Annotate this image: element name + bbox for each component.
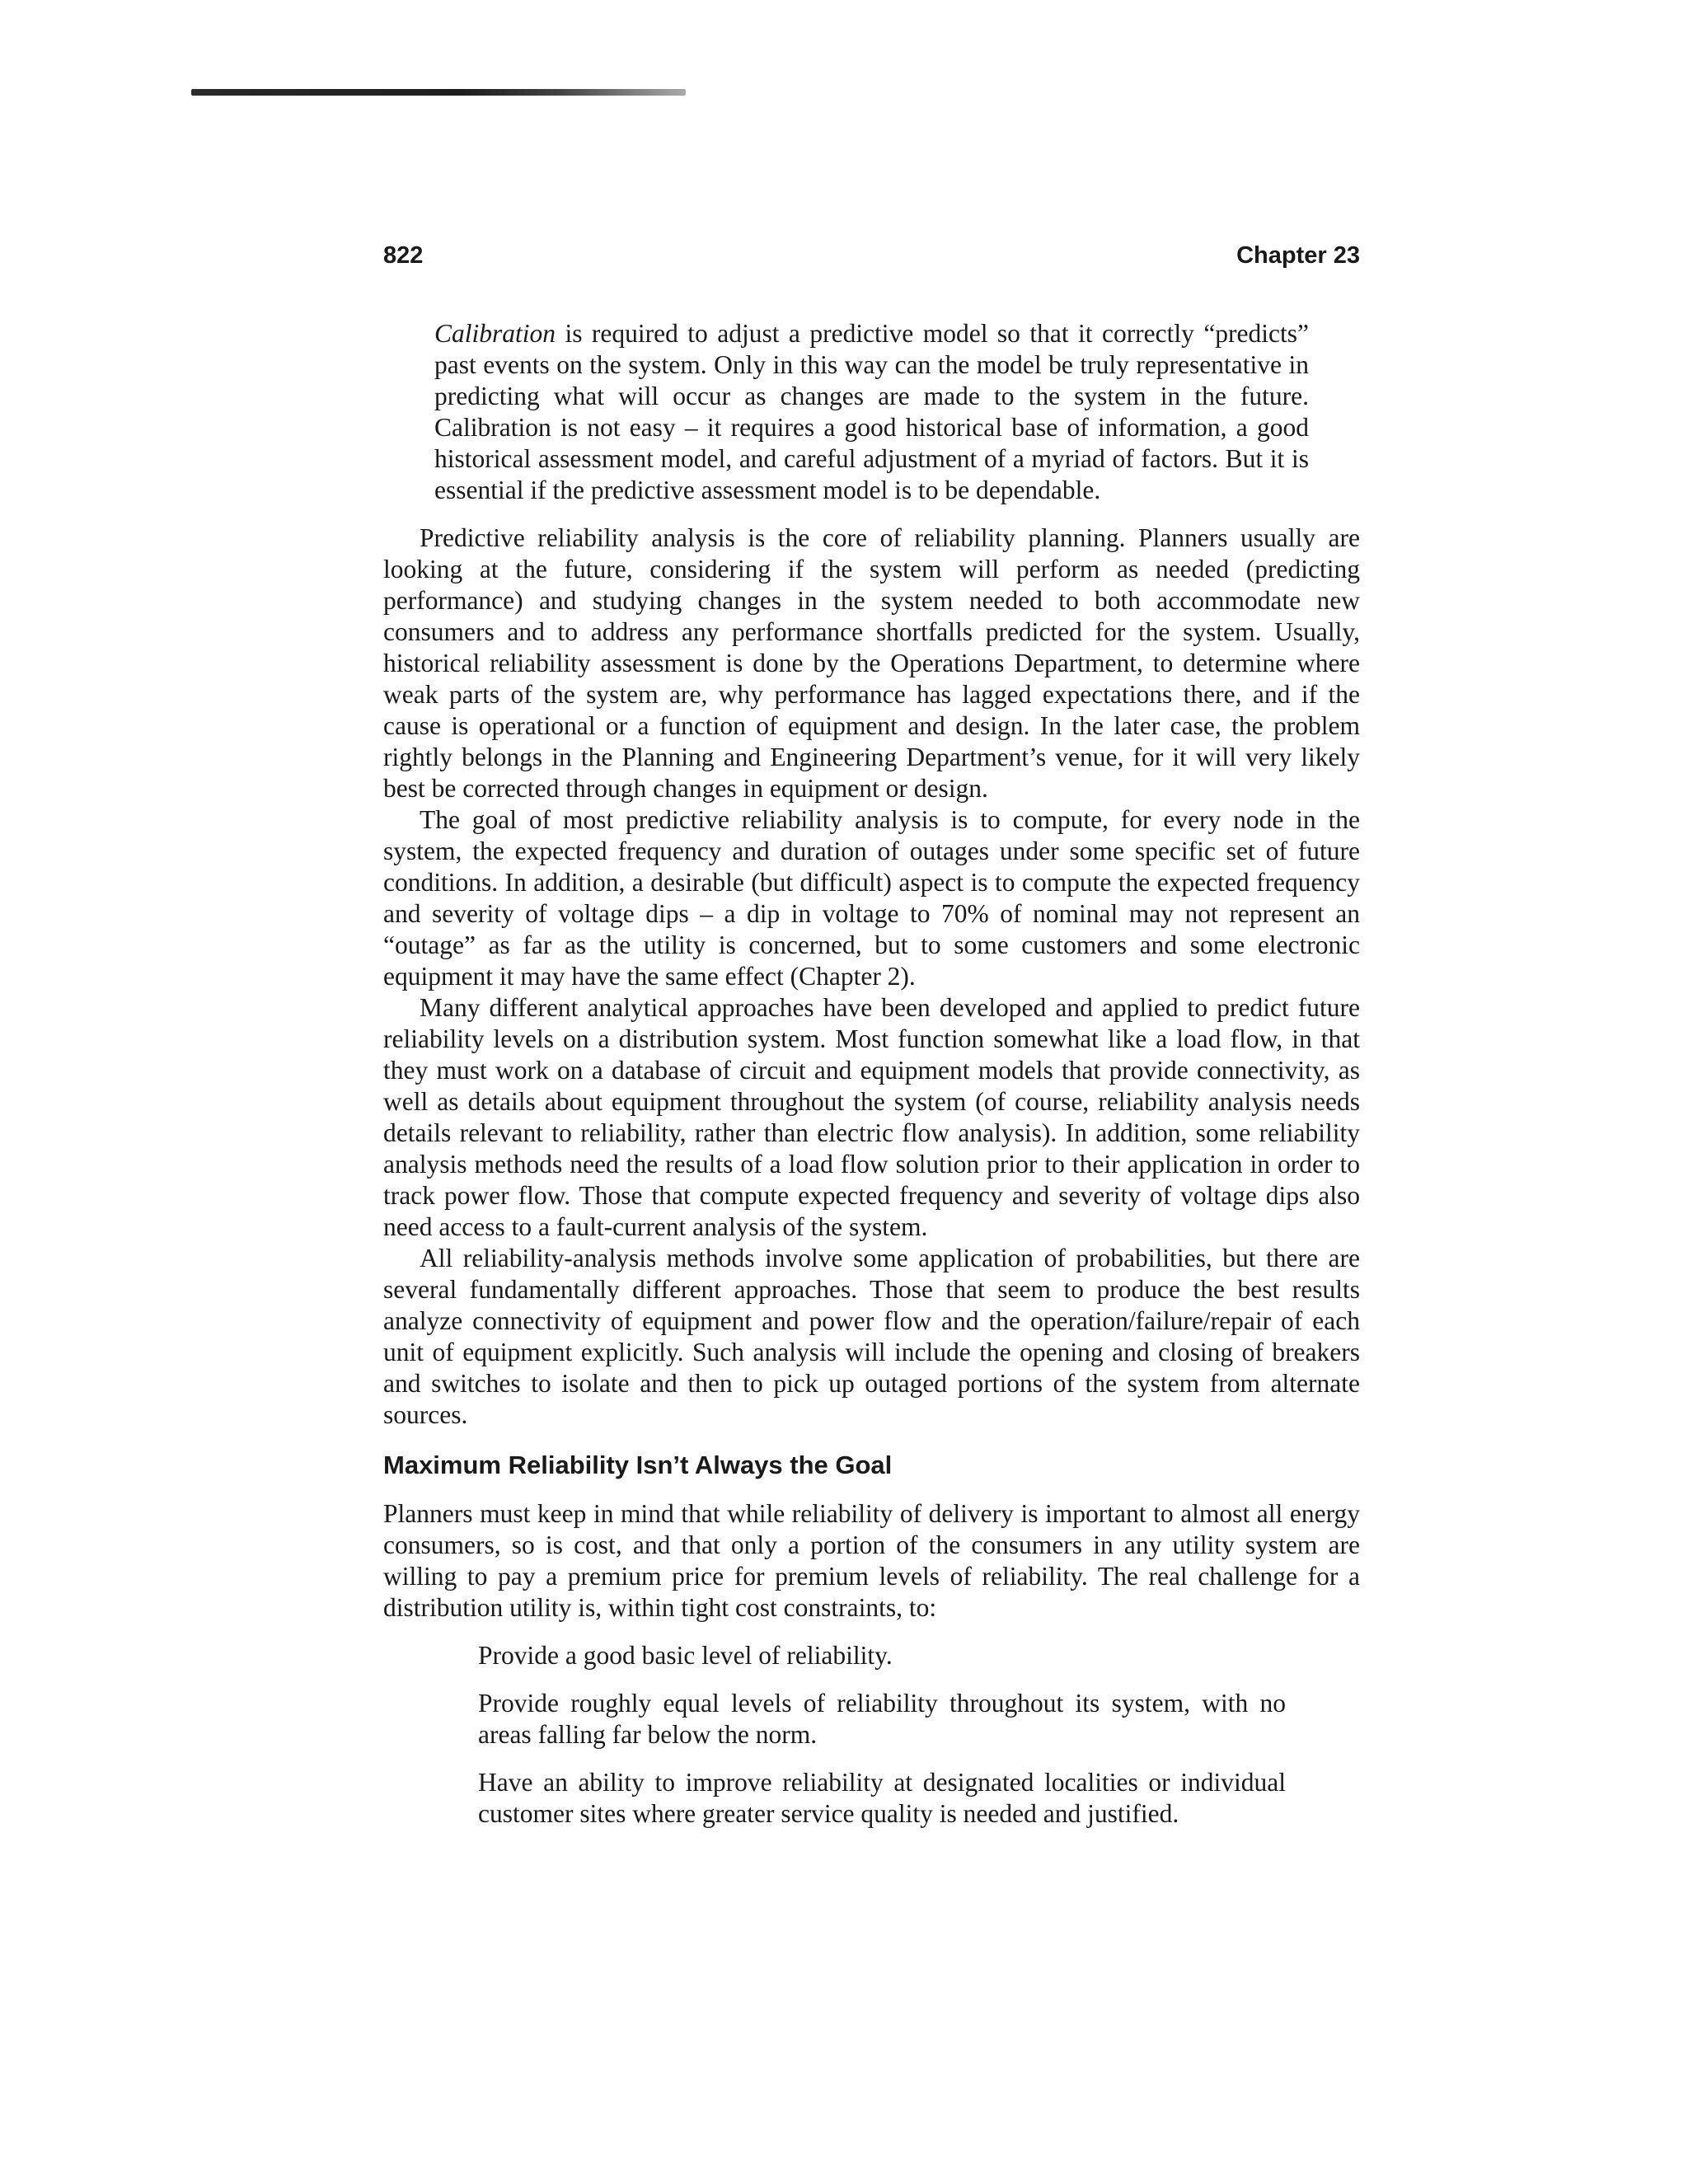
page-body	[383, 318, 1360, 1846]
list-item: Provide roughly equal levels of reliability throughout its system, with no areas falling far below the norm.	[478, 1689, 1286, 1749]
callout-paragraph	[434, 318, 1309, 506]
paragraph-1: Predictive reliability analysis is the core of reliability planning. Planners usually are looking at the future, considering if the system will perform as needed (predicting performance) and studying changes in the system needed to both accommodate new consumers and to address any performance shortfalls predicted for the system. Usually, historical reliability assessment is done by the Operations Department, to determine where weak parts of the system are, why performance has lagged expectations there, and if the cause is operational or a function of equipment and design. In the later case, the problem rightly belongs in the Planning and Engineering Department’s venue, for it will very likely best be corrected through changes in equipment or design.	[383, 523, 1360, 803]
paragraph-3: Many different analytical approaches have been developed and applied to predict future reliability levels on a distribution system. Most function somewhat like a load flow, in that they must work on a database of circuit and equipment models that provide connectivity, as well as details about equipment throughout the system (of course, reliability analysis needs details relevant to reliability, rather than electric flow analysis). In addition, some reliability analysis methods need the results of a load flow solution prior to their application in order to track power flow. Those that compute expected frequency and severity of voltage dips also need access to a fault-current analysis of the system.	[383, 993, 1360, 1241]
section-intro: Planners must keep in mind that while reliability of delivery is important to almost all energy consumers, so is cost, and that only a portion of the consumers in any utility system are willing to pay a premium price for premium levels of reliability. The real challenge for a distribution utility is, within tight cost constraints, to:	[383, 1499, 1360, 1622]
page-number: 822	[383, 242, 424, 269]
section-heading: Maximum Reliability Isn’t Always the Goal	[383, 1451, 893, 1479]
list-item: Have an ability to improve reliability at designated localities or individual customer sites where greater service quality is needed and justified.	[478, 1768, 1286, 1828]
callout-text: is required to adjust a predictive model so that it correctly “predicts” past events on the system. Only in this way can the model be truly representative in predicting what will occur as changes are made to the system in the future. Calibration is not easy – it requires a good historical base of information, a good historical assessment model, and careful adjustment of a myriad of factors. But it is essential if the predictive assessment model is to be dependable.	[434, 319, 1309, 504]
callout-term: Calibration	[434, 319, 556, 348]
list-item: Provide a good basic level of reliability.	[478, 1641, 893, 1670]
goal-list	[478, 1640, 1286, 1830]
calibration-callout	[434, 318, 1309, 506]
top-rule	[191, 89, 686, 96]
chapter-label: Chapter 23	[1236, 242, 1360, 269]
running-header	[383, 239, 1360, 272]
paragraph-4: All reliability-analysis methods involve some application of probabilities, but there are several fundamentally different approaches. Those that seem to produce the best results analyze connectivity of equipment and power flow and the operation/failure/repair of each unit of equipment explicitly. Such analysis will include the opening and closing of breakers and switches to isolate and then to pick up outaged portions of the system from alternate sources.	[383, 1244, 1360, 1429]
paragraph-2: The goal of most predictive reliability analysis is to compute, for every node in the system, the expected frequency and duration of outages under some specific set of future conditions. In addition, a desirable (but difficult) aspect is to compute the expected frequency and severity of voltage dips – a dip in voltage to 70% of nominal may not represent an “outage” as far as the utility is concerned, but to some customers and some electronic equipment it may have the same effect (Chapter 2).	[383, 805, 1360, 991]
